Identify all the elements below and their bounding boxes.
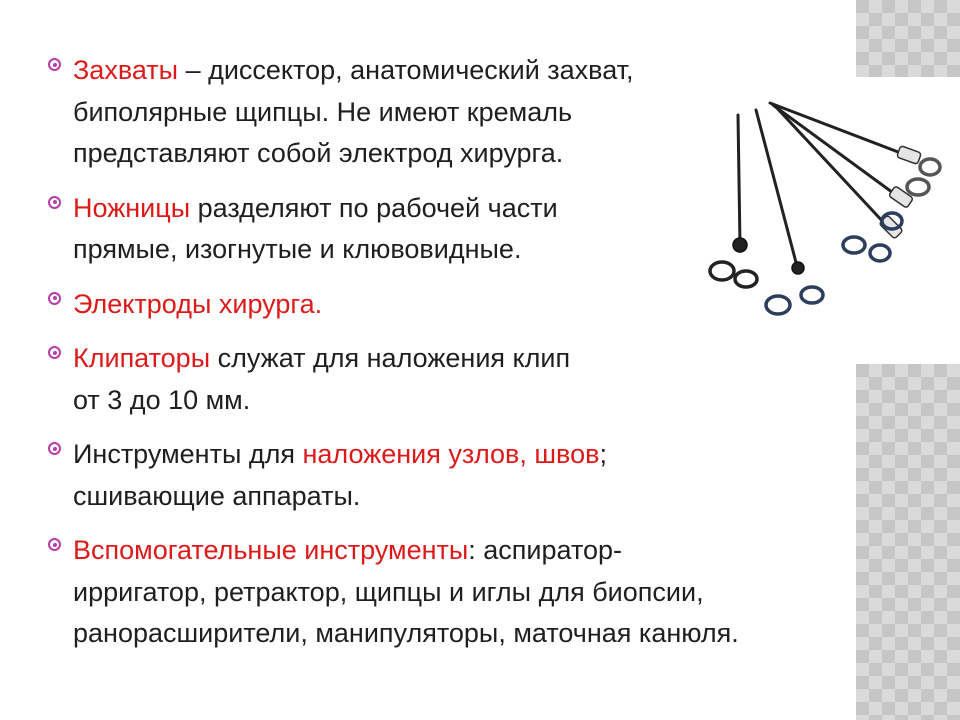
circle-bullet-icon (48, 442, 61, 455)
text-line: от 3 до 10 мм. (73, 384, 251, 415)
text-line: ранорасширители, манипуляторы, маточная канюля. (73, 618, 739, 648)
text-line: ирригатор, ретрактор, щипцы и иглы для биопсии, (73, 576, 704, 607)
list-item-electrodes (47, 284, 867, 326)
decorative-pattern-bottom (856, 364, 960, 720)
text-line: прямые, изогнутые и клювовидные. (73, 234, 522, 264)
text-line: Захваты – диссектор, анатомический захват, (73, 55, 634, 85)
text-line: биполярные щипцы. Не имеют кремаль (73, 96, 573, 127)
list-item-graspers (47, 50, 867, 175)
list-item-scissors (47, 188, 867, 271)
circle-bullet-icon (48, 292, 61, 305)
circle-bullet-icon (48, 346, 61, 359)
highlight-term: Электроды хирурга. (73, 288, 323, 319)
list-item-auxiliary-instruments (47, 530, 867, 655)
text-line: представляют собой электрод хирурга. (73, 138, 564, 168)
text-line: Инструменты для наложения узлов, швов; (73, 439, 607, 469)
text-line: Ножницы разделяют по рабочей части (73, 192, 558, 223)
circle-bullet-icon (48, 58, 61, 71)
bullet-list (47, 50, 867, 668)
highlight-term: наложения узлов, швов (302, 439, 600, 469)
list-item-suturing-instruments (47, 434, 867, 517)
highlight-term: Ножницы (73, 192, 191, 223)
highlight-term: Вспомогательные инструменты (73, 535, 469, 565)
decorative-pattern-top (856, 0, 960, 77)
text-line (73, 284, 867, 326)
highlight-term: Захваты (73, 55, 179, 85)
text-line: Вспомогательные инструменты: аспиратор- (73, 535, 623, 565)
circle-bullet-icon (48, 196, 61, 209)
list-item-clip-appliers (47, 338, 867, 421)
highlight-term: Клипаторы (73, 343, 211, 373)
text-line: Клипаторы служат для наложения клип (73, 343, 571, 373)
text-line: сшивающие аппараты. (73, 480, 361, 511)
circle-bullet-icon (48, 538, 61, 551)
